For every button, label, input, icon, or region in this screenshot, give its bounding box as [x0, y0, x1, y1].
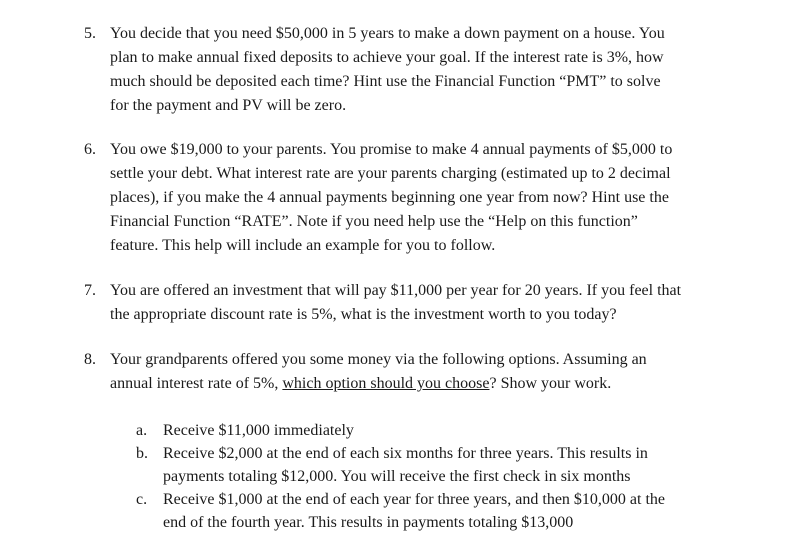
question-line: You are offered an investment that will pay $11,000 per year for 20 years. If you feel that: [110, 282, 682, 299]
question-7: [80, 279, 760, 327]
question-line: You owe $19,000 to your parents. You promise to make 4 annual payments of $5,000 to: [110, 141, 673, 158]
option-line: Receive $11,000 immediately: [163, 422, 354, 439]
question-line: plan to make annual fixed deposits to achieve your goal. If the interest rate is 3%, how: [110, 49, 664, 66]
option-line: Receive $1,000 at the end of each year for three years, and then $10,000 at the: [163, 491, 666, 508]
underlined-phrase: which option should you choose: [282, 375, 490, 392]
question-line: places), if you make the 4 annual payments beginning one year from now? Hint use the: [110, 189, 669, 206]
question-6: [80, 138, 760, 258]
question-line: You decide that you need $50,000 in 5 years to make a down payment on a house. You: [110, 25, 665, 42]
question-line: [110, 372, 760, 396]
option-text: [163, 489, 736, 534]
option-text: [163, 443, 736, 488]
question-8: [80, 348, 760, 396]
question-text-segment: ? Show your work.: [489, 375, 612, 392]
question-text-segment: annual interest rate of 5%,: [110, 375, 283, 392]
question-line: Financial Function “RATE”. Note if you need help use the “Help on this function”: [110, 213, 638, 230]
question-number: 8.: [84, 351, 96, 368]
option-line: payments totaling $12,000. You will receive the first check in six months: [163, 467, 631, 485]
option-letter: b.: [136, 445, 148, 462]
question-line: feature. This help will include an example for you to follow.: [110, 237, 496, 254]
option-text: [163, 420, 736, 443]
question-number: 5.: [84, 25, 96, 42]
option-line: Receive $2,000 at the end of each six months for three years. This results in: [163, 445, 648, 462]
option-a: [136, 420, 736, 443]
option-letter: c.: [136, 491, 148, 508]
option-c: [136, 489, 736, 534]
option-letter: a.: [136, 422, 148, 439]
question-line: the appropriate discount rate is 5%, what is the investment worth to you today?: [110, 306, 617, 323]
question-text: [110, 279, 760, 327]
question-5: [80, 22, 760, 118]
question-line: much should be deposited each time? Hint use the Financial Function “PMT” to solve: [110, 73, 661, 90]
option-line: end of the fourth year. This results in payments totaling $13,000: [163, 513, 574, 531]
question-text: [110, 348, 760, 396]
question-text: [110, 138, 760, 258]
question-number: 6.: [84, 141, 96, 158]
question-line: settle your debt. What interest rate are your parents charging (estimated up to 2 decimal: [110, 165, 671, 182]
question-line: for the payment and PV will be zero.: [110, 97, 347, 114]
question-line: Your grandparents offered you some money via the following options. Assuming an: [110, 351, 647, 368]
question-number: 7.: [84, 282, 96, 299]
option-b: [136, 443, 736, 488]
question-text: [110, 22, 760, 118]
